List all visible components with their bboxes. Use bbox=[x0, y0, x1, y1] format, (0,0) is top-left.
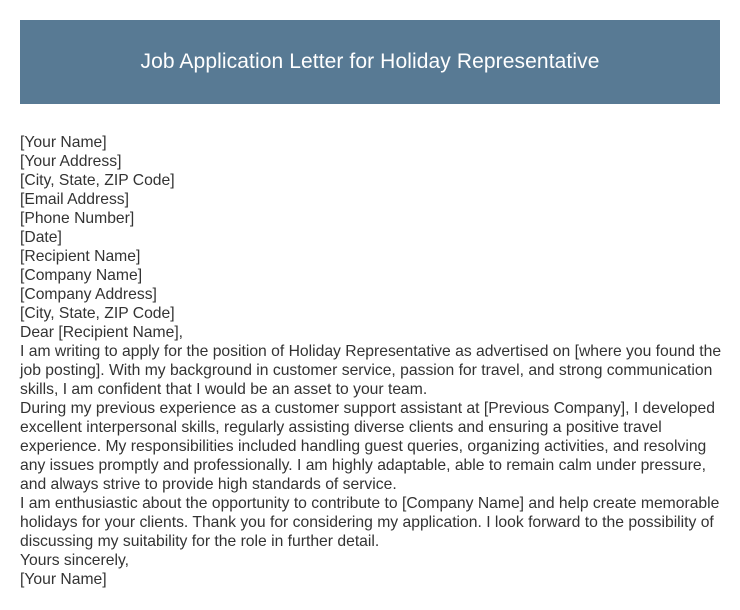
paragraph-closing: I am enthusiastic about the opportunity to contribute to [Company Name] and help create memorable holidays for your clients. Thank you for considering my application. I look forward to the possibility of discussing my suitability for the role in further detail. bbox=[20, 495, 724, 550]
sender-city-state-zip: [City, State, ZIP Code] bbox=[20, 172, 175, 189]
recipient-name: [Recipient Name] bbox=[20, 248, 141, 265]
recipient-company: [Company Name] bbox=[20, 267, 143, 284]
title-banner bbox=[20, 20, 720, 104]
paragraph-experience: During my previous experience as a customer support assistant at [Previous Company], I developed excellent interpersonal skills, regularly assisting diverse clients and ensuring a positive travel experience. My responsibilities included handling guest queries, organizing activities, and resolving any issues promptly and professionally. I am highly adaptable, able to remain calm under pressure, and always strive to provide high standards of service. bbox=[20, 400, 720, 493]
recipient-company-address: [Company Address] bbox=[20, 286, 157, 303]
sender-name: [Your Name] bbox=[20, 134, 107, 151]
sender-address: [Your Address] bbox=[20, 153, 122, 170]
page-title: Job Application Letter for Holiday Representative bbox=[140, 50, 600, 73]
letter-date: [Date] bbox=[20, 229, 62, 246]
salutation: Dear [Recipient Name], bbox=[20, 324, 184, 341]
sender-email: [Email Address] bbox=[20, 191, 129, 208]
letter-body bbox=[20, 133, 726, 589]
paragraph-intro: I am writing to apply for the position of Holiday Representative as advertised on [where you found the job posting]. With my background in customer service, passion for travel, and strong communication skills, I am confident that I would be an asset to your team. bbox=[20, 343, 726, 398]
sign-off: Yours sincerely, bbox=[20, 552, 129, 569]
sender-phone: [Phone Number] bbox=[20, 210, 135, 227]
signature-name: [Your Name] bbox=[20, 571, 107, 588]
recipient-city-state-zip: [City, State, ZIP Code] bbox=[20, 305, 175, 322]
